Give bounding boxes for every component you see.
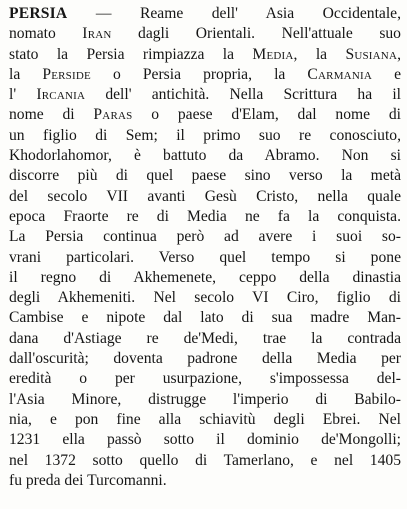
text-segment: Khodorlahomor, è battuto da Abramo. Non si xyxy=(9,147,401,165)
text-segment: fu preda dei Turcomanni. xyxy=(9,471,167,489)
text-segment: e xyxy=(371,65,401,83)
text-line xyxy=(9,45,401,65)
headword: PERSIA xyxy=(9,5,68,22)
text-line xyxy=(9,268,401,288)
text-segment: La Persia continua però ad avere i suoi so- xyxy=(9,228,401,246)
text-segment: o paese d'Elam, dal nome di xyxy=(132,106,401,124)
place-name: Iran xyxy=(82,25,112,43)
text-segment: dagli Orientali. Nell'attuale suo xyxy=(111,25,401,43)
text-line xyxy=(9,288,401,308)
text-line xyxy=(9,105,401,125)
text-segment: l' xyxy=(9,86,37,104)
text-segment: eredità o per usurpazione, s'impossessa del- xyxy=(9,370,401,388)
text-segment: nomato xyxy=(9,25,83,43)
text-line xyxy=(9,166,401,186)
text-line xyxy=(9,227,401,247)
text-segment: nia, e pon fine alla schiavitù degli Ebrei. Nel xyxy=(9,410,401,428)
text-segment: Cambise e nipote dal lato di sua madre Man- xyxy=(9,309,401,327)
text-line xyxy=(9,308,401,328)
text-segment: , la xyxy=(293,45,346,63)
text-line xyxy=(9,126,401,146)
text-line xyxy=(9,4,401,24)
text-segment: — Reame dell' Asia Occidentale, xyxy=(67,5,401,22)
place-name: Media xyxy=(252,45,294,63)
text-line xyxy=(9,207,401,227)
text-line xyxy=(9,187,401,207)
text-segment: del secolo VII avanti Gesù Cristo, nella quale xyxy=(9,187,401,205)
text-segment: nome di xyxy=(9,106,94,124)
text-segment: nel 1372 sotto quello di Tamerlano, e nel 1405 xyxy=(9,451,401,469)
text-segment: dell' antichità. Nella Scrittura ha il xyxy=(85,86,402,104)
encyclopedia-entry-persia xyxy=(9,4,401,491)
text-segment: l'Asia Minore, distrugge l'imperio di Babilo- xyxy=(9,390,401,408)
place-name: Perside xyxy=(42,65,91,83)
place-name: Carmania xyxy=(307,65,372,83)
text-line xyxy=(9,390,401,410)
place-name: Susiana xyxy=(345,45,398,63)
text-segment: dall'oscurità; doventa padrone della Media per xyxy=(9,350,401,368)
text-line xyxy=(9,430,401,450)
text-segment: dana d'Astiage re de'Medi, trae la contrada xyxy=(9,329,401,347)
place-name: Paras xyxy=(93,106,133,124)
text-line xyxy=(9,65,401,85)
text-segment: degli Akhemeniti. Nel secolo VI Ciro, figlio di xyxy=(9,289,401,307)
text-line xyxy=(9,248,401,268)
text-segment: o Persia propria, la xyxy=(90,65,308,83)
text-line xyxy=(9,471,401,491)
text-line xyxy=(9,410,401,430)
text-segment: la xyxy=(9,65,43,83)
place-name: Ircania xyxy=(36,86,86,104)
text-segment: discorre più di quel paese sino verso la metà xyxy=(9,167,401,185)
text-line xyxy=(9,24,401,44)
text-line xyxy=(9,146,401,166)
text-line xyxy=(9,85,401,105)
text-segment: stato la Persia rimpiazza la xyxy=(9,45,253,63)
text-segment: un figlio di Sem; il primo suo re conosciuto, xyxy=(9,126,401,144)
text-segment: , xyxy=(397,45,401,63)
text-segment: il regno di Akhemenete, ceppo della dinastia xyxy=(9,268,401,286)
text-segment: vrani particolari. Verso quel tempo si pone xyxy=(9,248,401,266)
text-line xyxy=(9,451,401,471)
text-segment: 1231 ella passò sotto il dominio de'Mongolli; xyxy=(9,431,401,449)
text-line xyxy=(9,369,401,389)
text-line xyxy=(9,329,401,349)
text-segment: epoca Fraorte re di Media ne fa la conquista. xyxy=(9,207,401,225)
text-line xyxy=(9,349,401,369)
